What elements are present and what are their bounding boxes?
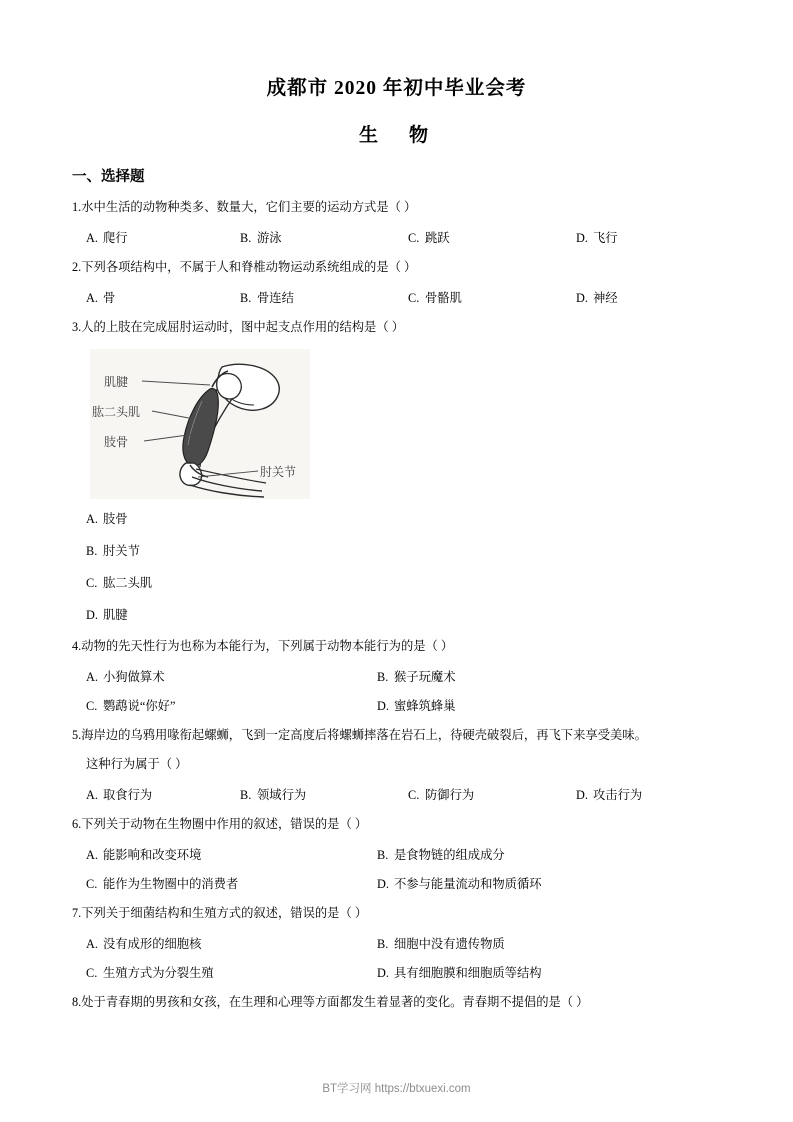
option-label: D.: [377, 699, 389, 714]
option-row: [72, 934, 721, 952]
option-a[interactable]: [72, 845, 377, 863]
option-label: D.: [576, 231, 588, 246]
option-label: C.: [86, 966, 98, 981]
option-row: [72, 228, 721, 246]
option-text: 骨: [103, 291, 116, 306]
option-text: 不参与能量流动和物质循环: [394, 877, 542, 892]
question-stem: 4.动物的先天性行为也称为本能行为，下列属于动物本能行为的是（ ）: [72, 639, 454, 654]
option-a[interactable]: [72, 288, 240, 306]
option-b[interactable]: [240, 228, 408, 246]
option-label: C.: [86, 576, 98, 591]
option-text: 防御行为: [425, 788, 475, 803]
option-row: [72, 785, 721, 803]
option-d[interactable]: [377, 874, 677, 892]
option-a[interactable]: [72, 934, 377, 952]
option-row: [72, 667, 721, 685]
option-label: D.: [86, 608, 98, 623]
question-stem: 2.下列各项结构中，不属于人和脊椎动物运动系统组成的是（ ）: [72, 260, 417, 275]
option-c[interactable]: [72, 963, 377, 981]
option-text: 跳跃: [425, 231, 450, 246]
option-b[interactable]: [377, 934, 677, 952]
option-text: 爬行: [103, 231, 128, 246]
option-row: [72, 288, 721, 306]
option-label: B.: [377, 848, 389, 863]
option-b[interactable]: [86, 541, 721, 559]
question-stem: 8.处于青春期的男孩和女孩，在生理和心理等方面都发生着显著的变化。青春期不提倡的是（ ）: [72, 995, 589, 1010]
option-label: A.: [86, 937, 98, 952]
option-label: D.: [576, 291, 588, 306]
option-c[interactable]: [408, 288, 576, 306]
question-stem-continued: 这种行为属于（ ）: [86, 757, 188, 772]
option-label: B.: [377, 670, 389, 685]
option-label: C.: [408, 788, 420, 803]
option-label: D.: [576, 788, 588, 803]
option-label: A.: [86, 291, 98, 306]
option-c[interactable]: [72, 696, 377, 714]
option-label: A.: [86, 512, 98, 527]
option-text: 细胞中没有遗传物质: [394, 937, 505, 952]
option-d[interactable]: [576, 228, 736, 246]
option-text: 猴子玩魔术: [394, 670, 456, 685]
footer-watermark: BT学习网 https://btxuexi.com: [322, 1083, 471, 1095]
option-text: 骨连结: [257, 291, 294, 306]
option-row: [72, 845, 721, 863]
option-text: 生殖方式为分裂生殖: [103, 966, 214, 981]
option-c[interactable]: [86, 573, 721, 591]
option-label: C.: [408, 291, 420, 306]
figure-label-elbow-joint: 肘关节: [260, 465, 297, 480]
option-text: 肘关节: [103, 544, 140, 559]
option-text: 飞行: [593, 231, 618, 246]
figure-label-limb-bone: 肢骨: [104, 435, 129, 450]
question-stem: 1.水中生活的动物种类多、数量大，它们主要的运动方式是（ ）: [72, 200, 417, 214]
option-text: 没有成形的细胞核: [103, 937, 202, 952]
option-label: A.: [86, 670, 98, 685]
option-text: 肢骨: [103, 512, 128, 527]
option-b[interactable]: [377, 845, 677, 863]
option-b[interactable]: [240, 785, 408, 803]
option-d[interactable]: [576, 785, 736, 803]
arm-flexion-diagram: [90, 349, 310, 499]
option-label: A.: [86, 788, 98, 803]
option-b[interactable]: [377, 667, 677, 685]
section-heading: 一、选择题: [72, 169, 145, 185]
option-label: A.: [86, 231, 98, 246]
figure-label-biceps: 肱二头肌: [92, 405, 141, 420]
option-b[interactable]: [240, 288, 408, 306]
option-text: 能作为生物圈中的消费者: [103, 877, 239, 892]
option-text: 肱二头肌: [103, 576, 153, 591]
option-d[interactable]: [377, 696, 677, 714]
option-text: 具有细胞膜和细胞质等结构: [394, 966, 542, 981]
question-stem: 5.海岸边的乌鸦用喙衔起螺蛳，飞到一定高度后将螺蛳摔落在岩石上，待硬壳破裂后，再飞下来享受美味。: [72, 728, 647, 743]
option-c[interactable]: [72, 874, 377, 892]
option-text: 鹦鹉说“你好”: [103, 699, 176, 714]
option-label: B.: [86, 544, 98, 559]
option-c[interactable]: [408, 785, 576, 803]
option-label: A.: [86, 848, 98, 863]
option-a[interactable]: [72, 228, 240, 246]
option-text: 肌腱: [103, 608, 128, 623]
option-text: 神经: [593, 291, 618, 306]
page-subtitle: 生 物: [358, 125, 434, 146]
question-stem: 3.人的上肢在完成屈肘运动时，图中起支点作用的结构是（ ）: [72, 320, 405, 335]
option-label: C.: [408, 231, 420, 246]
option-text: 骨骼肌: [425, 291, 462, 306]
option-label: C.: [86, 877, 98, 892]
option-a[interactable]: [86, 509, 721, 527]
option-text: 取食行为: [103, 788, 153, 803]
option-label: B.: [377, 937, 389, 952]
option-row: [72, 696, 721, 714]
option-label: C.: [86, 699, 98, 714]
option-label: B.: [240, 291, 252, 306]
option-d[interactable]: [576, 288, 736, 306]
option-label: D.: [377, 966, 389, 981]
option-d[interactable]: [86, 605, 721, 623]
option-stack: [86, 509, 721, 623]
question-stem: 6.下列关于动物在生物圈中作用的叙述，错误的是（ ）: [72, 817, 368, 832]
option-row: [72, 874, 721, 892]
option-d[interactable]: [377, 963, 677, 981]
option-text: 是食物链的组成成分: [394, 848, 505, 863]
option-text: 游泳: [257, 231, 282, 246]
option-a[interactable]: [72, 667, 377, 685]
option-text: 领域行为: [257, 788, 307, 803]
option-c[interactable]: [408, 228, 576, 246]
option-a[interactable]: [72, 785, 240, 803]
option-label: D.: [377, 877, 389, 892]
option-label: B.: [240, 231, 252, 246]
option-text: 蜜蜂筑蜂巢: [394, 699, 456, 714]
option-text: 能影响和改变环境: [103, 848, 202, 863]
option-row: [72, 963, 721, 981]
figure-label-tendon: 肌腱: [104, 375, 129, 390]
option-text: 攻击行为: [593, 788, 643, 803]
page-title: 成都市 2020 年初中毕业会考: [266, 78, 527, 99]
option-label: B.: [240, 788, 252, 803]
option-text: 小狗做算术: [103, 670, 165, 685]
question-stem: 7.下列关于细菌结构和生殖方式的叙述，错误的是（ ）: [72, 906, 368, 921]
